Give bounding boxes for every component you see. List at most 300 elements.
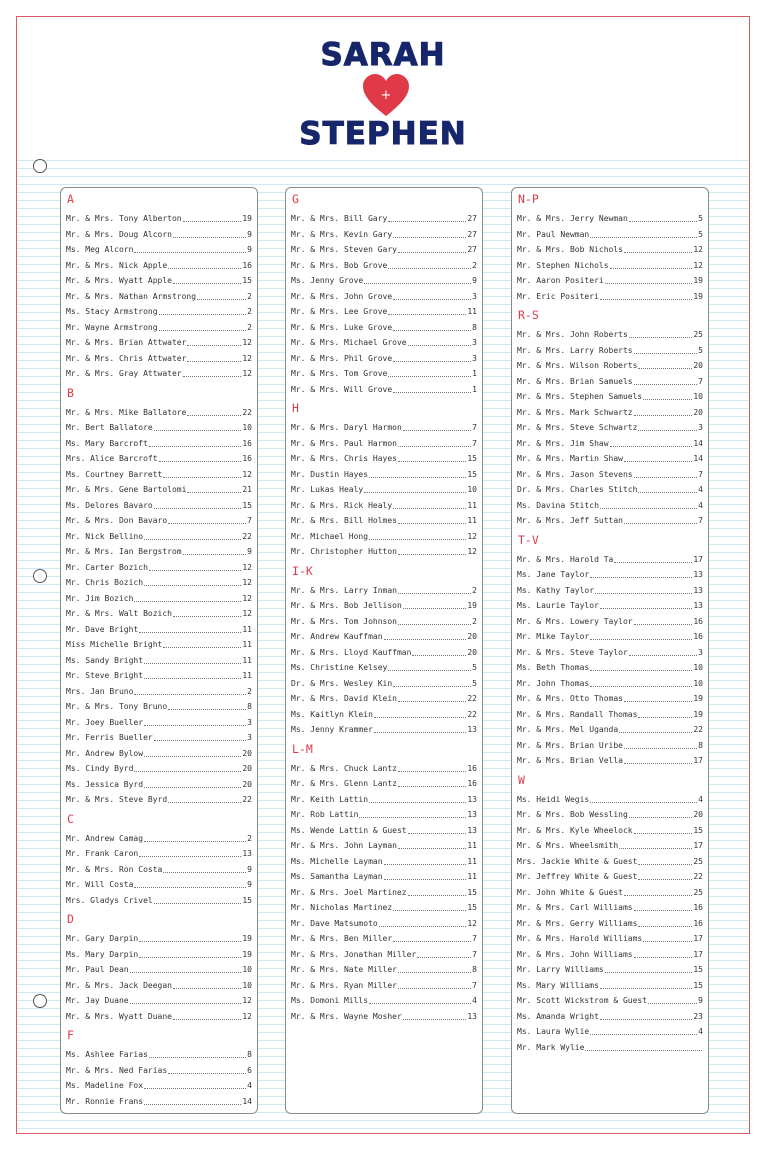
guest-row [512,869,708,885]
dot-leader [168,268,241,269]
guest-name: Mr. & Mrs. Wheelsmith [517,841,619,850]
table-number: 23 [693,1011,703,1021]
guest-row [286,544,482,560]
guest-name: Ms. Davina Stitch [517,500,599,510]
dot-leader [374,732,466,733]
dot-leader [629,337,693,338]
dot-leader [629,655,697,656]
guest-name: Mr. Paul Dean [66,965,129,974]
table-number: 11 [467,516,477,525]
guest-name: Mr. & Mrs. Chris Attwater [66,353,187,363]
table-number: 16 [467,763,477,773]
table-number: 4 [698,500,703,510]
guest-name: Mr. Michael Hong [291,531,369,541]
guest-row [512,838,708,854]
table-number: 12 [467,547,477,556]
dot-leader [408,345,472,346]
guest-name: Mrs. Gladys Crivel [66,895,153,905]
guest-row [512,978,708,994]
dot-leader [638,492,697,493]
guest-row [61,637,257,653]
table-number: 16 [693,616,703,626]
guest-row [61,482,257,498]
table-number: 11 [242,671,252,680]
dot-leader [590,639,692,640]
guest-row [286,916,482,932]
table-number: 17 [693,756,703,765]
guest-row [61,730,257,746]
guest-row [61,684,257,700]
guest-row [512,738,708,754]
guest-row [512,242,708,258]
dot-leader [379,926,467,927]
table-number: 15 [693,825,703,835]
guest-name: Mr. Dave Bright [66,624,139,634]
guest-row [512,660,708,676]
table-number: 19 [693,694,703,703]
guest-name: Mr. & Mrs. Lowery Taylor [517,616,633,626]
dot-leader [398,624,471,625]
section-letter: D [67,912,74,926]
guest-name: Mr. Scott Wickstrom & Guest [517,996,648,1005]
table-number: 3 [472,353,477,363]
table-number: 5 [698,345,703,355]
guest-name: Mr. & Mrs. Chuck Lantz [291,763,397,773]
dot-leader [638,864,692,865]
guest-row [61,993,257,1009]
guest-row [286,660,482,676]
dot-leader [600,1019,692,1020]
guest-row [286,273,482,289]
guest-name: Mr. Dustin Hayes [291,469,369,479]
guest-name: Mr. & Mrs. Lee Grove [291,307,388,316]
dot-leader [187,492,241,493]
guest-name: Mr. Ronnie Frans [66,1096,144,1106]
guest-row [61,962,257,978]
guest-name: Mr. Frank Caron [66,849,139,858]
table-number: 19 [242,214,252,223]
guest-row [61,320,257,336]
dot-leader [590,237,697,238]
guest-row [61,1063,257,1079]
guest-name: Ms. Cindy Byrd [66,764,134,773]
table-number: 3 [698,423,703,432]
guest-row [512,916,708,932]
guest-row [512,885,708,901]
table-number: 12 [467,918,477,928]
dot-leader [398,848,466,849]
guest-row [512,629,708,645]
table-number: 3 [698,647,703,657]
dot-leader [149,446,241,447]
guest-row [286,614,482,630]
guest-name: Mr. & Mrs. Jeff Suttan [517,516,623,525]
guest-name: Ms. Jessica Byrd [66,779,144,789]
dot-leader [634,910,693,911]
guest-name: Mr. & Mrs. John Roberts [517,330,628,339]
guest-row [61,227,257,243]
section-letter: C [67,811,74,826]
guest-row [286,420,482,436]
dot-leader [398,786,466,787]
table-number: 12 [467,531,477,541]
table-number: 25 [693,887,703,897]
table-number: 11 [242,655,252,665]
guest-row [512,358,708,374]
table-number: 16 [242,438,252,448]
guest-name: Mr. & Mrs. Glenn Lantz [291,779,397,788]
dot-leader [619,732,692,733]
guest-row [61,211,257,227]
guest-name: Mr. Rob Lattin [291,810,359,819]
guest-name: Mr. Lukas Healy [291,485,364,494]
guest-row [286,227,482,243]
guest-name: Ms. Michelle Layman [291,856,383,866]
guest-row [512,258,708,274]
table-number: 20 [693,810,703,819]
guest-row [512,598,708,614]
table-number: 19 [693,276,703,285]
guest-row [512,583,708,599]
guest-row [61,606,257,622]
guest-row [512,227,708,243]
guest-row [286,823,482,839]
guest-name: Mr. & Mrs. Brian Samuels [517,376,633,386]
guest-name: Mr. & Mrs. Ned Farias [66,1065,168,1075]
table-number: 11 [467,856,477,866]
table-number: 20 [693,361,703,370]
dot-leader [144,756,241,757]
dot-leader [600,988,692,989]
guest-name: Mr. & Mrs. Jack Deegan [66,980,172,990]
dot-leader [600,508,697,509]
dot-leader [144,1088,246,1089]
guest-name: Ms. Laurie Taylor [517,601,599,610]
dot-leader [634,353,698,354]
dot-leader [634,957,693,958]
guest-column-3 [511,187,709,1114]
guest-name: Mr. & Mrs. Daryl Harmon [291,423,402,432]
guest-row [61,831,257,847]
dot-leader [398,771,466,772]
dot-leader [384,879,467,880]
guest-name: Ms. Ashlee Farias [66,1050,148,1059]
guest-row [512,807,708,823]
guest-name: Ms. Mary Barcroft [66,438,148,448]
dot-leader [173,616,241,617]
guest-name: Ms. Sandy Bright [66,655,144,665]
dot-leader [369,1003,471,1004]
table-number: 2 [247,291,252,301]
guest-row [61,862,257,878]
guest-name: Mr. & Mrs. Tom Johnson [291,616,397,626]
guest-column-1 [60,187,258,1114]
dot-leader [149,570,241,571]
guest-row [286,978,482,994]
guest-name: Mr. & Mrs. Ben Miller [291,934,393,943]
table-number: 4 [698,1027,703,1036]
table-number: 7 [472,949,477,959]
guest-name: Mr. & Mrs. Lloyd Kauffman [291,647,412,657]
guest-row [286,320,482,336]
guest-name: Mr. & Mrs. Ryan Miller [291,980,397,990]
guest-name: Mr. & Mrs. Rick Healy [291,500,393,510]
dot-leader [614,562,692,563]
guest-name: Mr. & Mrs. Wyatt Apple [66,276,172,285]
table-number: 19 [242,934,252,943]
guest-row [286,885,482,901]
guest-row [61,1078,257,1094]
guest-row [61,792,257,808]
guest-name: Mr. & Mrs. Tony Bruno [66,702,168,711]
guest-row [286,335,482,351]
dot-leader [398,523,466,524]
dot-leader [139,957,241,958]
table-number: 17 [693,949,703,959]
guest-name: Mr. Jay Duane [66,996,129,1005]
table-number: 3 [472,338,477,347]
dot-leader [359,817,466,818]
dot-leader [154,903,242,904]
guest-row [61,289,257,305]
guest-row [61,947,257,963]
section-letter: A [67,192,74,206]
section-letter: R-S [518,308,539,322]
guest-row [512,676,708,692]
dot-leader [393,508,466,509]
guest-row [286,691,482,707]
dot-leader [624,252,692,253]
dot-leader [417,957,471,958]
table-number: 27 [467,245,477,254]
guest-row [512,273,708,289]
guest-row [512,211,708,227]
heart-icon [362,74,410,118]
guest-row [512,931,708,947]
guest-name: Mr. & Mrs. Brian Uribe [517,740,623,750]
guest-name: Dr. & Mrs. Charles Stitch [517,485,638,494]
table-number: 13 [693,601,703,610]
table-number: 15 [242,276,252,285]
dot-leader [624,895,692,896]
table-number: 2 [247,686,252,696]
dot-leader [159,314,247,315]
table-number: 12 [693,245,703,254]
guest-name: Mr. & Mrs. Larry Roberts [517,345,633,355]
table-number: 9 [247,245,252,254]
table-number: 10 [242,980,252,990]
guest-row [512,289,708,305]
dot-leader [187,345,241,346]
guest-name: Miss Michelle Bright [66,640,163,649]
guest-name: Mr. & Mrs. Larry Inman [291,585,397,595]
table-number: 9 [247,547,252,556]
dot-leader [130,1003,242,1004]
dot-leader [364,492,466,493]
table-number: 15 [467,887,477,897]
dot-leader [629,817,693,818]
guest-name: Mr. & Mrs. David Klein [291,694,397,703]
guest-name: Mr. & Mrs. Steven Gary [291,245,397,254]
table-number: 14 [693,454,703,463]
dot-leader [187,361,241,362]
table-number: 10 [242,423,252,432]
guest-name: Mr. Andrew Camag [66,833,144,843]
guest-name: Mr. & Mrs. Bob Nichols [517,245,623,254]
dot-leader [585,1050,702,1051]
table-number: 3 [472,291,477,301]
guest-name: Mr. & Mrs. Nathan Armstrong [66,291,197,301]
guest-name: Mr. & Mrs. Steve Schwartz [517,423,638,432]
guest-name: Ms. Meg Alcorn [66,245,134,254]
dot-leader [144,725,246,726]
dot-leader [139,856,241,857]
table-number: 22 [242,531,252,541]
guest-name: Mr. Wayne Armstrong [66,322,158,332]
table-number: 13 [693,585,703,595]
guest-row [286,707,482,723]
guest-row [61,544,257,560]
guest-row [61,560,257,576]
table-number: 11 [467,500,477,510]
dot-leader [163,872,246,873]
guest-name: Mr. & Mrs. Tom Grove [291,369,388,378]
dot-leader [398,554,466,555]
guest-row [61,467,257,483]
guest-row [286,436,482,452]
table-number: 5 [698,229,703,239]
dot-leader [398,593,471,594]
guest-row [61,877,257,893]
dot-leader [590,670,692,671]
guest-row [512,691,708,707]
guest-row [512,498,708,514]
punch-hole [33,994,47,1008]
guest-name: Mr. & Mrs. Tony Alberton [66,214,182,223]
table-number: 5 [472,678,477,688]
guest-name: Mrs. Alice Barcroft [66,454,158,463]
guest-name: Mr. & Mrs. Doug Alcorn [66,229,172,239]
guest-row [286,513,482,529]
dot-leader [590,1034,697,1035]
section-letter: W [518,772,525,787]
table-number: 16 [242,260,252,270]
guest-name: Mr. & Mrs. Randall Thomas [517,709,638,719]
guest-row [61,451,257,467]
guest-row [61,653,257,669]
guest-row [512,389,708,405]
guest-row [512,343,708,359]
guest-row [61,777,257,793]
dot-leader [600,299,692,300]
table-number: 14 [693,438,703,448]
table-number: 15 [467,903,477,912]
dot-leader [134,601,241,602]
guest-row [512,722,708,738]
table-number: 17 [693,554,703,564]
guest-name: Dr. & Mrs. Wesley Kin [291,678,393,688]
table-number: 11 [242,640,252,649]
guest-row [512,645,708,661]
guest-name: Mr. John Thomas [517,678,590,688]
dot-leader [624,523,697,524]
guest-name: Mr. & Mrs. Bob Wessling [517,810,628,819]
table-number: 16 [693,918,703,928]
dot-leader [638,430,697,431]
table-number: 16 [693,632,703,641]
table-number: 8 [472,965,477,974]
guest-row [286,761,482,777]
table-number: 7 [472,438,477,448]
dot-leader [648,1003,697,1004]
dot-leader [154,740,246,741]
guest-row [61,761,257,777]
table-number: 2 [247,833,252,843]
guest-row [286,211,482,227]
guest-row [286,900,482,916]
table-number: 13 [467,1011,477,1021]
guest-row [61,498,257,514]
guest-name: Mr. & Mrs. Kevin Gary [291,229,393,239]
table-number: 12 [242,562,252,572]
guest-row [286,382,482,398]
guest-row [286,598,482,614]
dot-leader [369,539,466,540]
guest-name: Ms. Wende Lattin & Guest [291,825,407,835]
dot-leader [624,748,697,749]
table-number: 16 [693,903,703,912]
dot-leader [605,972,693,973]
guest-row [61,715,257,731]
guest-name: Mr. & Mrs. Steve Byrd [66,795,168,804]
table-number: 9 [698,996,703,1005]
dot-leader [590,802,697,803]
dot-leader [590,686,692,687]
guest-name: Mr. & Mrs. Jason Stevens [517,469,633,479]
table-number: 4 [472,996,477,1005]
guest-row [286,242,482,258]
guest-row [286,722,482,738]
table-number: 10 [693,678,703,688]
dot-leader [388,221,466,222]
dot-leader [408,833,467,834]
guest-name: Mr. Andrew Kauffman [291,632,383,641]
dot-leader [398,988,471,989]
guest-name: Mr. & Mrs. Wilson Roberts [517,361,638,370]
guest-name: Mr. & Mrs. Jerry Newman [517,214,628,223]
dot-leader [197,299,246,300]
table-number: 19 [693,709,703,719]
guest-name: Ms. Jenny Grove [291,276,364,285]
dot-leader [643,399,692,400]
guest-name: Ms. Laura Wylie [517,1027,590,1036]
dot-leader [393,686,471,687]
table-number: 10 [467,485,477,494]
guest-row [61,273,257,289]
table-number: 11 [467,307,477,316]
dot-leader [144,1104,241,1105]
table-number: 12 [242,593,252,603]
guest-name: Ms. Delores Bavaro [66,500,153,510]
section-letter: N-P [518,192,539,206]
table-number: 11 [467,841,477,850]
dot-leader [168,1073,246,1074]
dot-leader [183,221,242,222]
table-number: 17 [693,934,703,943]
guest-row [512,947,708,963]
table-number: 4 [698,794,703,804]
guest-row [512,467,708,483]
